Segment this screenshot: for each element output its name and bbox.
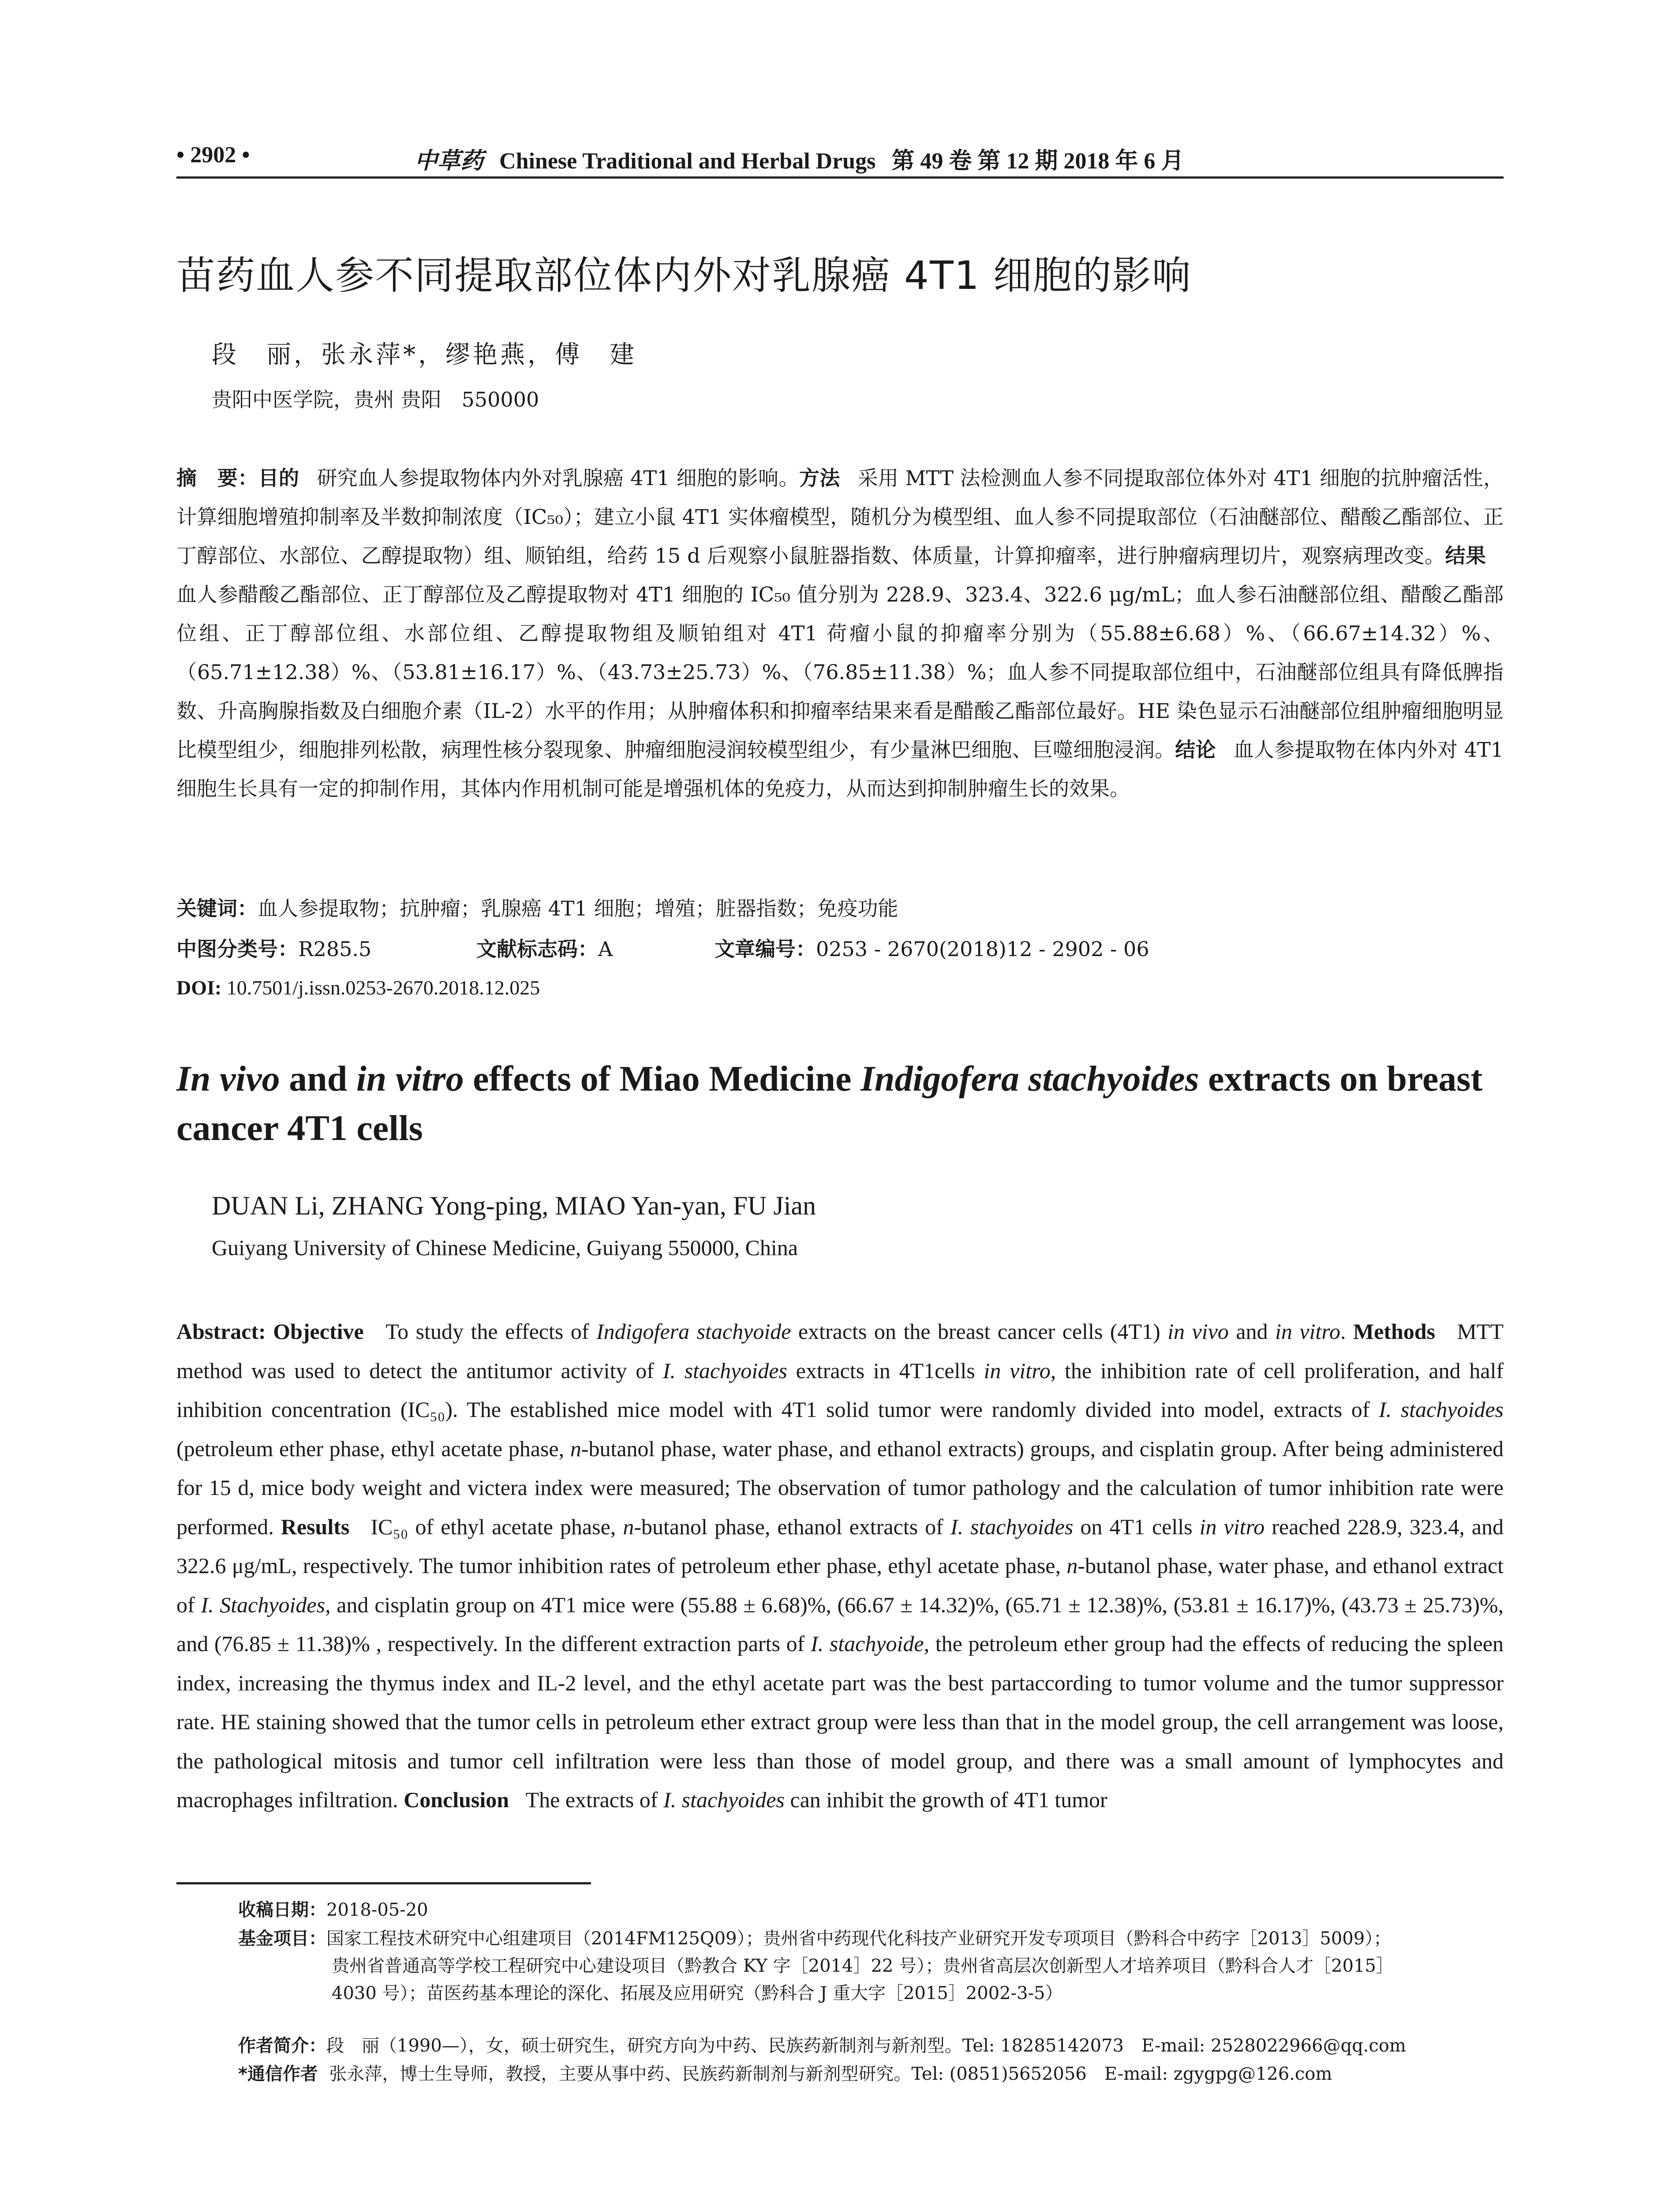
footnote-received: [238, 1896, 1504, 1924]
methods-text: extracts in 4T1cells: [787, 1358, 984, 1383]
article-number-value: 0253 - 2670(2018)12 - 2902 - 06: [816, 937, 1149, 961]
doi-value[interactable]: 10.7501/j.issn.0253-2670.2018.12.025: [226, 976, 540, 999]
title-en-part: in vitro: [356, 1058, 464, 1099]
results-text: n: [623, 1514, 634, 1539]
received-date: 2018-05-20: [326, 1900, 428, 1920]
conclusion-label-en: Conclusion: [404, 1787, 509, 1812]
objective-label-cn: 目的: [258, 466, 299, 490]
running-header: [176, 142, 1504, 179]
methods-text: I. stachyoides: [662, 1358, 787, 1383]
keywords-label: 关键词：: [176, 897, 258, 920]
objective-label-en: Objective: [273, 1319, 364, 1344]
objective-text: Indigofera stachyoide: [596, 1319, 791, 1344]
objective-text: in vitro: [1275, 1319, 1340, 1344]
methods-text: , the inhibition rate of cell proliferation, and half inhibition concentration (IC₅₀). The established mice model with 4T1 solid tumor were randomly divided into model, extracts of: [176, 1358, 1504, 1422]
results-text: in vitro: [1199, 1514, 1265, 1539]
results-text: , and cisplatin group on 4T1 mice were (55.88 ± 6.68)%, (66.67 ± 14.32)%, (65.71 ± 12.38)%, (53.81 ± 16.17)%, (43.73 ± 25.73)%, and (76.85 ± 11.38)% , respectively. In the different extraction parts of: [176, 1592, 1504, 1656]
fund-line: 贵州省普通高等学校工程研究中心建设项目（黔教合 KY 字［2014］22 号）；贵州省高层次创新型人才培养项目（黔科合人才［2015］: [332, 1956, 1394, 1976]
keywords-cn: [176, 895, 1504, 922]
doc-code-value: A: [598, 937, 613, 961]
methods-text: -butanol phase, water phase, and ethanol extracts) groups, and cisplatin group. After being administered for 15 d, mice body weight and victera index were measured; The observation of tumor pathology and the calculation of tumor inhibition rate were performed.: [176, 1436, 1504, 1539]
results-label-en: Results: [281, 1514, 350, 1539]
title-en-part: Indigofera stachyoides: [860, 1058, 1199, 1099]
methods-label-en: Methods: [1353, 1319, 1435, 1344]
conclusion-label-cn: 结论: [1175, 738, 1216, 762]
title-en-part: and: [280, 1058, 356, 1099]
abstract-en-label: Abstract:: [176, 1319, 273, 1344]
title-cn: 苗药血人参不同提取部位体内外对乳腺癌 4T1 细胞的影响: [176, 253, 1192, 298]
fund-line: 国家工程技术研究中心组建项目（2014FM125Q09）；贵州省中药现代化科技产业研究开发专项项目（黔科合中药字［2013］5009）；: [326, 1928, 1392, 1949]
article-number-label: 文章编号：: [715, 937, 816, 961]
results-text: n: [1066, 1553, 1078, 1578]
doi-label: DOI:: [176, 976, 222, 999]
authors-cn: 段 丽，张永萍*，缪艳燕，傅 建: [212, 340, 637, 369]
author-bio-label: 作者简介：: [238, 2036, 326, 2056]
objective-text: extracts on the breast cancer cells (4T1): [791, 1319, 1168, 1344]
methods-cn: 采用 MTT 法检测血人参不同提取部位体外对 4T1 细胞的抗肿瘤活性，计算细胞增殖抑制率及半数抑制浓度（IC₅₀）；建立小鼠 4T1 实体瘤模型，随机分为模型组、血人参不同提取部位（石油醚部位、醋酸乙酯部位、正丁醇部位、水部位、乙醇提取物）组、顺铂组，给药 15 d 后观察小鼠脏器指数、体质量，计算抑瘤率，进行肿瘤病理切片，观察病理改变。: [176, 466, 1504, 568]
abstract-en: [176, 1312, 1504, 1820]
results-text: IC₅₀ of ethyl acetate phase,: [370, 1514, 623, 1539]
results-text: on 4T1 cells: [1073, 1514, 1200, 1539]
objective-text: To study the effects of: [385, 1319, 597, 1344]
journal-info: [415, 142, 1184, 175]
fund-label: 基金项目：: [238, 1928, 326, 1949]
footnote-divider: [176, 1882, 591, 1884]
conclusion-cn: 血人参提取物在体内外对 4T1 细胞生长具有一定的抑制作用，其体内作用机制可能是增强机体的免疫力，从而达到抑制肿瘤生长的效果。: [176, 738, 1504, 800]
corresponding-label: *通信作者: [238, 2064, 318, 2084]
results-label-cn: 结果: [1445, 544, 1486, 568]
methods-text: in vitro: [984, 1358, 1051, 1383]
abstract-cn-label: 摘 要：: [176, 466, 258, 490]
conclusion-text: The extracts of: [525, 1787, 663, 1812]
methods-text: (petroleum ether phase, ethyl acetate phase,: [176, 1436, 570, 1461]
title-en: [176, 1054, 1504, 1153]
methods-text: n: [570, 1436, 581, 1461]
journal-name-cn: 中草药: [415, 149, 484, 174]
results-text: I. stachyoide: [810, 1631, 924, 1656]
affiliation-en: Guiyang University of Chinese Medicine, Guiyang 550000, China: [212, 1235, 798, 1260]
journal-name-en: Chinese Traditional and Herbal Drugs: [499, 149, 876, 174]
footnote-author: [238, 2032, 1504, 2059]
abstract-cn: [176, 459, 1504, 808]
clc-value: R285.5: [298, 937, 372, 961]
results-text: I. stachyoides: [950, 1514, 1074, 1539]
doc-code-label: 文献标志码：: [476, 937, 598, 961]
fund-line: 4030 号）；苗医药基本理论的深化、拓展及应用研究（黔科合 J 重大字［2015］2002-3-5）: [332, 1983, 1063, 2003]
footnote-corresponding: [238, 2060, 1504, 2088]
methods-text: I. stachyoides: [1378, 1397, 1504, 1422]
page-number: • 2902 •: [176, 142, 250, 168]
corresponding-author: 张永萍，博士生导师，教授，主要从事中药、民族药新制剂与新剂型研究。Tel: (0851)5652056 E-mail: zgygpg@126.com: [329, 2064, 1332, 2084]
author-bio: 段 丽（1990—），女，硕士研究生，研究方向为中药、民族药新制剂与新剂型。Tel: 18285142073 E-mail: 2528022966@qq.com: [326, 2036, 1406, 2056]
title-en-part: extracts on breast cancer 4T1 cells: [176, 1058, 1483, 1148]
methods-label-cn: 方法: [799, 466, 840, 490]
results-cn: 血人参醋酸乙酯部位、正丁醇部位及乙醇提取物对 4T1 细胞的 IC₅₀ 值分别为 228.9、323.4、322.6 μg/mL；血人参石油醚部位组、醋酸乙酯部位组、正丁醇部位组、水部位组、乙醇提取物组及顺铂组对 4T1 荷瘤小鼠的抑瘤率分别为（55.88±6.68）%、（66.67±14.32）%、（65.71±12.38）%、（53.81±16.17）%、（43.73±25.73）%、（76.85±11.38）%；血人参不同提取部位组中，石油醚部位组具有降低脾指数、升高胸腺指数及白细胞介素（IL-2）水平的作用；从肿瘤体积和抑瘤率结果来看是醋酸乙酯部位最好。HE 染色显示石油醚部位组肿瘤细胞明显比模型组少，细胞排列松散，病理性核分裂现象、肿瘤细胞浸润较模型组少，有少量淋巴细胞、巨噬细胞浸润。: [176, 583, 1504, 762]
conclusion-text: I. stachyoides: [663, 1787, 785, 1812]
results-text: I. Stachyoides: [201, 1592, 326, 1617]
received-label: 收稿日期：: [238, 1900, 326, 1920]
doi-line: [176, 975, 1504, 1001]
results-text: reached 228.9, 323.4, and 322.6 μg/mL, respectively. The tumor inhibition rates of petroleum ether phase, ethyl acetate phase,: [176, 1514, 1504, 1578]
keywords-text: 血人参提取物；抗肿瘤；乳腺癌 4T1 细胞；增殖；脏器指数；免疫功能: [258, 897, 898, 920]
authors-en: DUAN Li, ZHANG Yong-ping, MIAO Yan-yan, FU Jian: [212, 1191, 816, 1220]
objective-text: and: [1228, 1319, 1275, 1344]
objective-text: in vivo: [1167, 1319, 1229, 1344]
objective-text: .: [1340, 1319, 1346, 1344]
results-text: -butanol phase, ethanol extracts of: [634, 1514, 950, 1539]
methods-text: MTT method was used to detect the antitumor activity of: [176, 1319, 1504, 1383]
classification-line: [176, 936, 1504, 962]
affiliation-cn: 贵阳中医学院，贵州 贵阳 550000: [212, 388, 539, 411]
title-en-part: In vivo: [176, 1058, 280, 1099]
results-text: , the petroleum ether group had the effects of reducing the spleen index, increasing the thymus index and IL-2 level, and the ethyl acetate part was the best partaccording to tumor volume and the tumor suppressor rate. HE staining showed that the tumor cells in petroleum ether extract group were less than that in the model group, the cell arrangement was loose, the pathological mitosis and tumor cell infiltration were less than those of model group, and there was a small amount of lymphocytes and macrophages infiltration.: [176, 1631, 1504, 1812]
journal-volume: 第 49 卷 第 12 期 2018 年 6 月: [891, 149, 1184, 174]
objective-cn: 研究血人参提取物体内外对乳腺癌 4T1 细胞的影响。: [317, 466, 799, 490]
conclusion-text: can inhibit the growth of 4T1 tumor: [784, 1787, 1108, 1812]
results-text: -butanol phase, water phase, and ethanol extract of: [176, 1553, 1504, 1617]
title-en-part: effects of Miao Medicine: [464, 1058, 861, 1099]
footnote-funding: [238, 1925, 1504, 2007]
clc-label: 中图分类号：: [176, 937, 298, 961]
